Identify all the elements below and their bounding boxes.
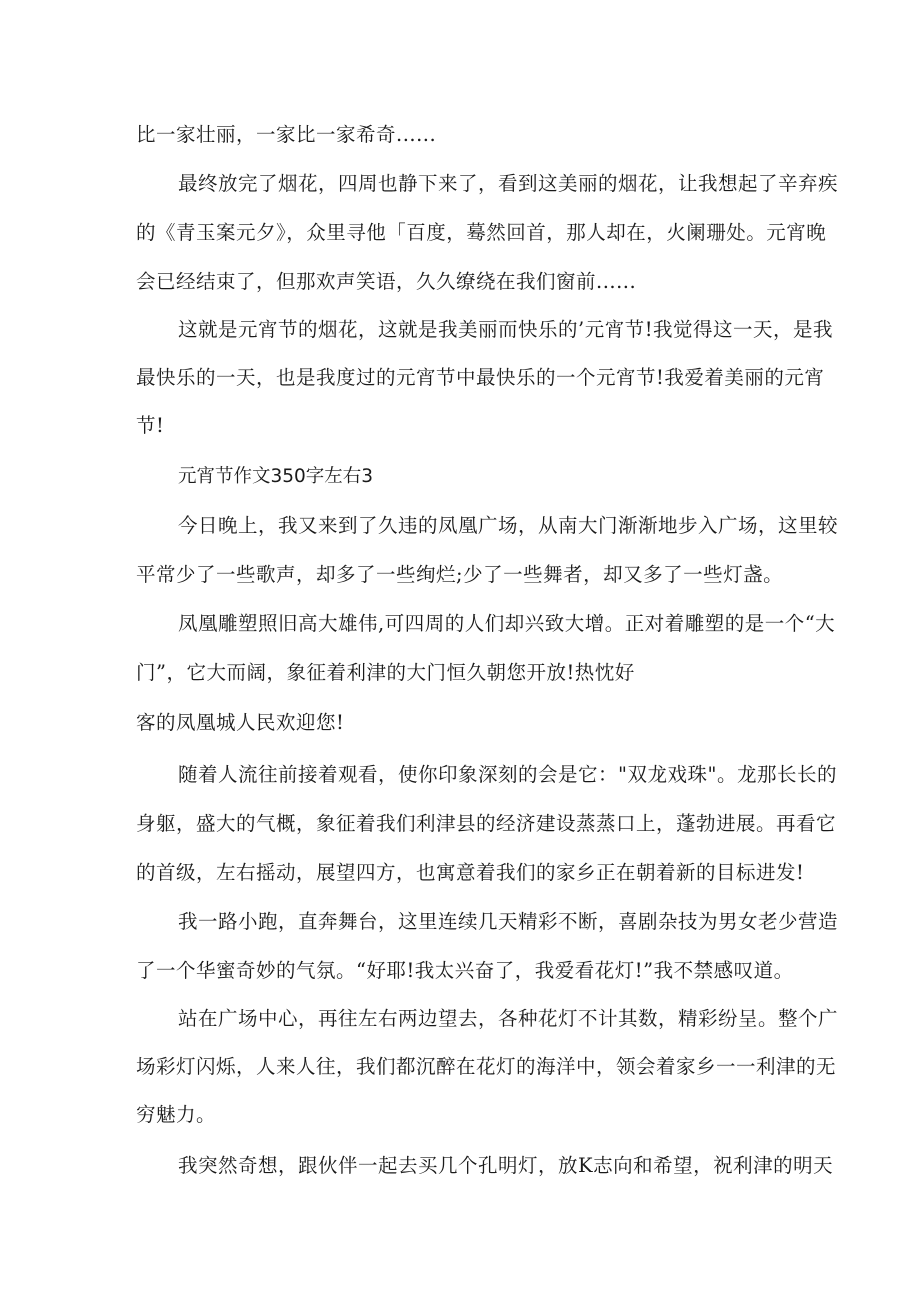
paragraph-first-line: 这就是元宵节的烟花，这就是我美丽而快乐的’元宵节!我觉得这一天，是我 [178,318,834,341]
text-line: 了一个华蜜奇妙的气氛。“好耶!我太兴奋了，我爱看花灯!”我不禁感叹道。 [136,959,794,982]
paragraph-first-line: 站在广场中心，再往左右两边望去，各种花灯不计其数，精彩纷呈。整个广 [178,1007,839,1030]
text-line: 身躯，盛大的气概，象征着我们利津县的经济建设蒸蒸口上，蓬勃进展。再看它 [136,812,837,835]
text-line: 节! [136,414,165,437]
paragraph-first-line: 我一路小跑，直奔舞台，这里连续几天精彩不断，喜剧杂技为男女老少营造 [178,910,839,933]
text-line: 的首级，左右摇动，展望四方，也寓意着我们的家乡正在朝着新的目标进发! [136,861,805,884]
text-line: 客的凤凰城人民欢迎您! [136,711,345,734]
paragraph-first-line: 随着人流往前接着观看，使你印象深刻的会是它："双龙戏珠"。龙那长长的 [178,763,837,786]
paragraph-first-line: 凤凰雕塑照旧高大雄伟,可四周的人们却兴致大增。正对着雕塑的是一个“大 [178,612,836,635]
text-line: 最快乐的一天，也是我度过的元宵节中最快乐的一个元宵节!我爱着美丽的元宵 [136,366,825,389]
text-line: 的《青玉案元夕》，众里寻他「百度，蓦然回首，那人却在，火阑珊处。元宵晚 [136,221,827,244]
paragraph-first-line: 最终放完了烟花，四周也静下来了，看到这美丽的烟花，让我想起了辛弃疾 [178,172,839,195]
section-heading: 元宵节作文350字左右3 [178,466,374,487]
text-line: 门”，它大而阔，象征着利津的大门恒久朝您开放!热忱好 [136,661,635,684]
paragraph-first-line: 我突然奇想，跟伙伴一起去买几个孔明灯，放K志向和希望，祝利津的明天 [178,1154,834,1177]
text-line: 平常少了一些歌声，却多了一些绚烂;少了一些舞者，却又多了一些灯盏。 [136,563,784,586]
paragraph-first-line: 今日晚上，我又来到了久违的凤凰广场，从南大门渐渐地步入广场，这里较 [178,514,839,537]
text-line: 场彩灯闪烁，人来人往，我们都沉醉在花灯的海洋中，领会着家乡一一利津的无 [136,1055,837,1078]
text-line: 穷魅力。 [136,1103,217,1126]
text-line: 会已经结束了，但那欢声笑语，久久缭绕在我们窗前...... [136,270,637,293]
text-line: 比一家壮丽，一家比一家希奇...... [136,123,437,146]
